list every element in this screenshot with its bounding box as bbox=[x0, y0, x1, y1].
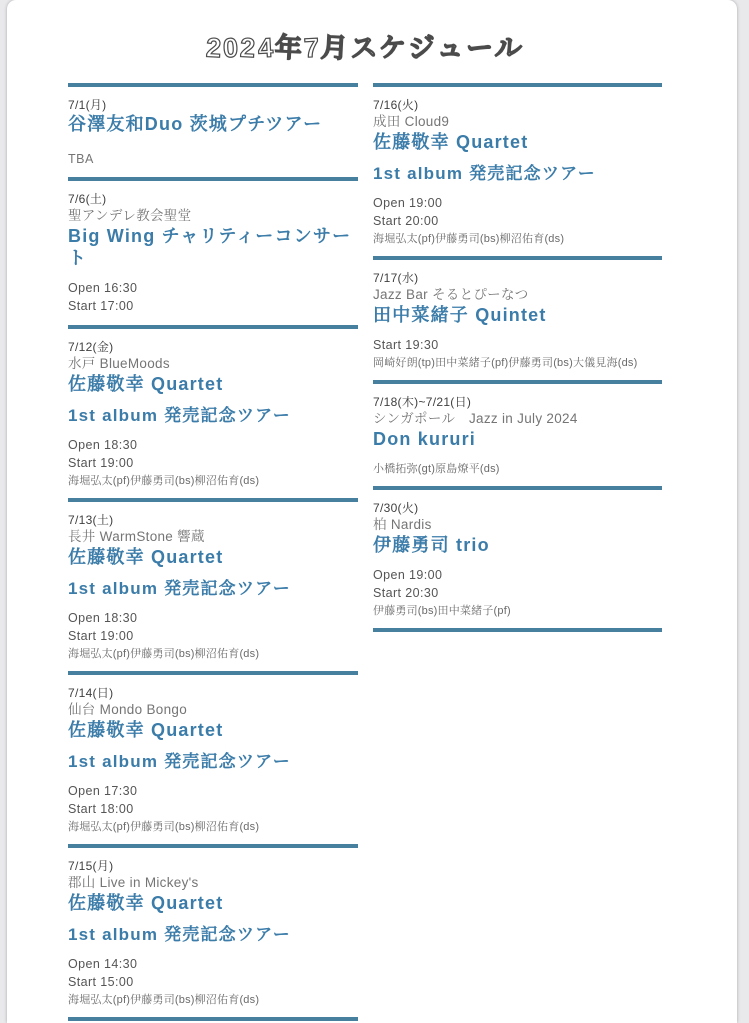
event-times bbox=[68, 279, 358, 315]
event-open-time: Open 19:00 bbox=[373, 568, 443, 582]
event-venue: シンガポール Jazz in July 2024 bbox=[373, 411, 578, 426]
page-title: 2024年7月スケジュール bbox=[205, 32, 525, 64]
event-venue: 聖アンデレ教会聖堂 bbox=[68, 208, 192, 223]
event-members: 小橋拓弥(gt)原島燎平(ds) bbox=[373, 463, 500, 475]
event-date: 7/15(月) bbox=[68, 859, 114, 873]
event-date: 7/17(水) bbox=[373, 271, 419, 285]
event-start-time: Start 19:00 bbox=[68, 629, 134, 643]
event-venue: 仙台 Mondo Bongo bbox=[68, 702, 188, 717]
event-block bbox=[68, 848, 358, 1017]
event-date: 7/30(火) bbox=[373, 501, 419, 515]
event-title: 佐藤敬幸 Quartet bbox=[68, 547, 224, 567]
event-subtitle: 1st album 発売記念ツアー bbox=[373, 164, 596, 183]
event-open-time: Open 19:00 bbox=[373, 196, 443, 210]
event-times bbox=[68, 955, 358, 991]
event-members: 海堀弘太(pf)伊藤勇司(bs)柳沼佑育(ds) bbox=[68, 475, 260, 487]
event-block bbox=[373, 490, 662, 628]
schedule-columns bbox=[68, 83, 662, 1021]
page-header bbox=[68, 0, 662, 83]
event-block bbox=[68, 181, 358, 325]
event-open-time: Open 16:30 bbox=[68, 281, 138, 295]
event-times bbox=[68, 436, 358, 472]
event-times bbox=[68, 609, 358, 645]
event-venue: 郡山 Live in Mickey's bbox=[68, 875, 199, 890]
event-title: 佐藤敬幸 Quartet bbox=[68, 893, 224, 913]
right-column bbox=[373, 83, 662, 632]
event-block bbox=[68, 675, 358, 844]
event-title: 伊藤勇司 trio bbox=[373, 535, 490, 555]
event-date: 7/6(土) bbox=[68, 192, 107, 206]
schedule-page bbox=[7, 0, 737, 1023]
event-venue: 成田 Cloud9 bbox=[373, 114, 450, 129]
event-subtitle: 1st album 発売記念ツアー bbox=[68, 925, 291, 944]
left-column bbox=[68, 83, 358, 1021]
event-note: TBA bbox=[68, 152, 94, 166]
divider-line bbox=[373, 628, 662, 632]
divider-line bbox=[68, 1017, 358, 1021]
event-title: 佐藤敬幸 Quartet bbox=[68, 720, 224, 740]
event-title: 佐藤敬幸 Quartet bbox=[373, 132, 529, 152]
event-title: Big Wing チャリティーコンサート bbox=[68, 226, 352, 268]
event-subtitle: 1st album 発売記念ツアー bbox=[68, 579, 291, 598]
event-block bbox=[373, 384, 662, 486]
event-venue: 長井 WarmStone 響蔵 bbox=[68, 529, 205, 544]
event-subtitle: 1st album 発売記念ツアー bbox=[68, 752, 291, 771]
event-open-time: Open 18:30 bbox=[68, 438, 138, 452]
event-start-time: Start 15:00 bbox=[68, 975, 134, 989]
event-times bbox=[373, 336, 662, 354]
event-members: 海堀弘太(pf)伊藤勇司(bs)柳沼佑育(ds) bbox=[68, 821, 260, 833]
event-members: 伊藤勇司(bs)田中菜緒子(pf) bbox=[373, 605, 511, 617]
event-date: 7/18(木)~7/21(日) bbox=[373, 395, 472, 409]
event-start-time: Start 17:00 bbox=[68, 299, 134, 313]
event-venue: Jazz Bar そるとぴーなつ bbox=[373, 287, 529, 302]
event-date: 7/14(日) bbox=[68, 686, 114, 700]
event-block bbox=[68, 329, 358, 498]
event-start-time: Start 19:00 bbox=[68, 456, 134, 470]
event-open-time: Open 14:30 bbox=[68, 957, 138, 971]
event-members: 岡崎好朗(tp)田中菜緒子(pf)伊藤勇司(bs)大儀見海(ds) bbox=[373, 357, 638, 369]
event-start-time: Start 18:00 bbox=[68, 802, 134, 816]
event-members: 海堀弘太(pf)伊藤勇司(bs)柳沼佑育(ds) bbox=[68, 994, 260, 1006]
event-times bbox=[373, 194, 662, 230]
event-members: 海堀弘太(pf)伊藤勇司(bs)柳沼佑育(ds) bbox=[373, 233, 565, 245]
event-block bbox=[68, 87, 358, 177]
event-open-time: Open 17:30 bbox=[68, 784, 138, 798]
event-times bbox=[68, 782, 358, 818]
event-start-time: Start 20:00 bbox=[373, 214, 439, 228]
event-members: 海堀弘太(pf)伊藤勇司(bs)柳沼佑育(ds) bbox=[68, 648, 260, 660]
event-block bbox=[373, 260, 662, 380]
event-start-time: Start 19:30 bbox=[373, 338, 439, 352]
event-block bbox=[373, 87, 662, 256]
event-title: 田中菜緒子 Quintet bbox=[373, 305, 547, 325]
event-title: Don kururi bbox=[373, 429, 477, 449]
event-block bbox=[68, 502, 358, 671]
event-title: 佐藤敬幸 Quartet bbox=[68, 374, 224, 394]
event-start-time: Start 20:30 bbox=[373, 586, 439, 600]
event-open-time: Open 18:30 bbox=[68, 611, 138, 625]
event-times bbox=[373, 566, 662, 602]
event-venue: 柏 Nardis bbox=[373, 517, 432, 532]
event-date: 7/12(金) bbox=[68, 340, 114, 354]
event-date: 7/13(土) bbox=[68, 513, 114, 527]
event-title: 谷澤友和Duo 茨城プチツアー bbox=[68, 114, 323, 134]
event-venue: 水戸 BlueMoods bbox=[68, 356, 170, 371]
event-subtitle: 1st album 発売記念ツアー bbox=[68, 406, 291, 425]
event-date: 7/1(月) bbox=[68, 98, 107, 112]
event-date: 7/16(火) bbox=[373, 98, 419, 112]
